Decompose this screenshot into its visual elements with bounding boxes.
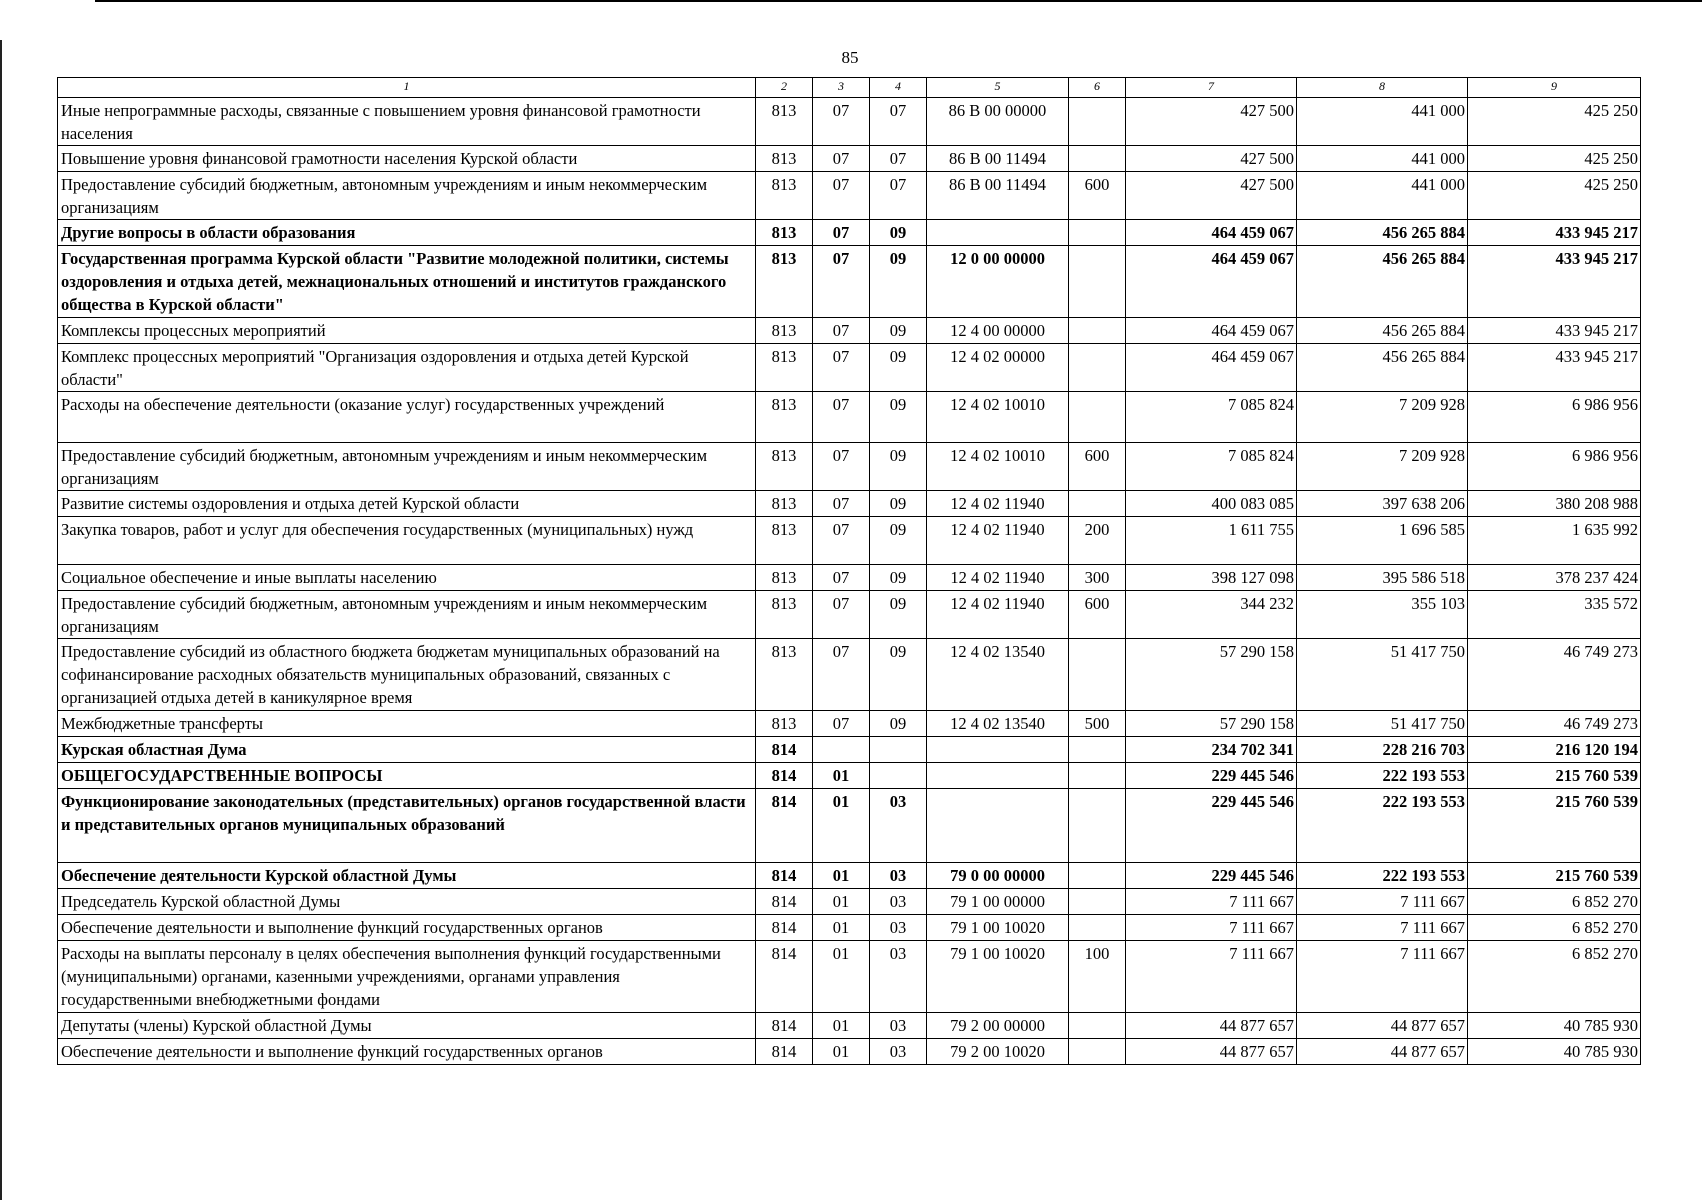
row-name-cell: Предоставление субсидий бюджетным, автономным учреждениям и иным некоммерческим организациям [58, 443, 756, 491]
subsection-code-cell: 03 [870, 863, 927, 889]
target-article-cell: 12 4 02 11940 [927, 491, 1069, 517]
target-article-cell: 12 4 02 00000 [927, 344, 1069, 392]
section-code-cell: 01 [813, 763, 870, 789]
amount-year1-cell: 7 111 667 [1126, 941, 1297, 1013]
admin-code-cell: 813 [756, 98, 813, 146]
target-article-cell: 12 4 02 11940 [927, 565, 1069, 591]
row-name-cell: Обеспечение деятельности и выполнение функций государственных органов [58, 1039, 756, 1065]
admin-code-cell: 814 [756, 889, 813, 915]
row-name-cell: Предоставление субсидий бюджетным, автономным учреждениям и иным некоммерческим организациям [58, 591, 756, 639]
admin-code-cell: 813 [756, 491, 813, 517]
target-article-cell [927, 763, 1069, 789]
table-row [58, 517, 1641, 565]
row-name-cell: ОБЩЕГОСУДАРСТВЕННЫЕ ВОПРОСЫ [58, 763, 756, 789]
section-code-cell: 07 [813, 172, 870, 220]
table-row [58, 863, 1641, 889]
amount-year1-cell: 7 085 824 [1126, 392, 1297, 443]
amount-year2-cell: 7 111 667 [1297, 889, 1468, 915]
amount-year2-cell: 222 193 553 [1297, 789, 1468, 863]
table-row [58, 763, 1641, 789]
amount-year2-cell: 228 216 703 [1297, 737, 1468, 763]
target-article-cell: 79 1 00 00000 [927, 889, 1069, 915]
expense-type-cell: 600 [1069, 443, 1126, 491]
table-row [58, 246, 1641, 318]
subsection-code-cell: 09 [870, 344, 927, 392]
admin-code-cell: 813 [756, 565, 813, 591]
amount-year2-cell: 7 111 667 [1297, 941, 1468, 1013]
expense-type-cell [1069, 491, 1126, 517]
subsection-code-cell: 09 [870, 591, 927, 639]
amount-year3-cell: 425 250 [1468, 146, 1641, 172]
subsection-code-cell: 09 [870, 318, 927, 344]
section-code-cell: 07 [813, 98, 870, 146]
scan-top-edge [95, 0, 1702, 2]
table-row [58, 889, 1641, 915]
subsection-code-cell: 09 [870, 220, 927, 246]
table-row [58, 344, 1641, 392]
amount-year2-cell: 1 696 585 [1297, 517, 1468, 565]
expense-type-cell [1069, 915, 1126, 941]
admin-code-cell: 813 [756, 246, 813, 318]
row-name-cell: Курская областная Дума [58, 737, 756, 763]
row-name-cell: Социальное обеспечение и иные выплаты населению [58, 565, 756, 591]
admin-code-cell: 814 [756, 737, 813, 763]
admin-code-cell: 813 [756, 639, 813, 711]
admin-code-cell: 814 [756, 1039, 813, 1065]
amount-year3-cell: 215 760 539 [1468, 789, 1641, 863]
section-code-cell: 07 [813, 392, 870, 443]
admin-code-cell: 813 [756, 318, 813, 344]
subsection-code-cell: 09 [870, 443, 927, 491]
amount-year3-cell: 40 785 930 [1468, 1039, 1641, 1065]
subsection-code-cell: 03 [870, 915, 927, 941]
admin-code-cell: 813 [756, 392, 813, 443]
target-article-cell [927, 737, 1069, 763]
amount-year1-cell: 1 611 755 [1126, 517, 1297, 565]
amount-year3-cell: 433 945 217 [1468, 344, 1641, 392]
column-header-9: 9 [1468, 78, 1641, 98]
column-header-8: 8 [1297, 78, 1468, 98]
amount-year3-cell: 216 120 194 [1468, 737, 1641, 763]
expense-type-cell [1069, 789, 1126, 863]
target-article-cell: 79 1 00 10020 [927, 941, 1069, 1013]
expense-type-cell: 600 [1069, 172, 1126, 220]
amount-year2-cell: 441 000 [1297, 146, 1468, 172]
amount-year2-cell: 395 586 518 [1297, 565, 1468, 591]
admin-code-cell: 813 [756, 172, 813, 220]
row-name-cell: Межбюджетные трансферты [58, 711, 756, 737]
admin-code-cell: 814 [756, 915, 813, 941]
target-article-cell: 79 2 00 00000 [927, 1013, 1069, 1039]
amount-year1-cell: 464 459 067 [1126, 344, 1297, 392]
amount-year1-cell: 229 445 546 [1126, 789, 1297, 863]
table-row [58, 1013, 1641, 1039]
section-code-cell: 07 [813, 517, 870, 565]
amount-year3-cell: 6 852 270 [1468, 941, 1641, 1013]
column-header-7: 7 [1126, 78, 1297, 98]
column-number-row [58, 78, 1641, 98]
expense-type-cell [1069, 889, 1126, 915]
section-code-cell: 01 [813, 863, 870, 889]
target-article-cell: 12 4 02 10010 [927, 392, 1069, 443]
table-row [58, 1039, 1641, 1065]
amount-year2-cell: 441 000 [1297, 98, 1468, 146]
section-code-cell: 01 [813, 789, 870, 863]
expense-type-cell [1069, 737, 1126, 763]
expense-type-cell [1069, 98, 1126, 146]
amount-year1-cell: 7 085 824 [1126, 443, 1297, 491]
row-name-cell: Расходы на выплаты персоналу в целях обеспечения выполнения функций государственными (муниципальными) органами, казенными учреждениями, органами управления государственными внебюджетными фондами [58, 941, 756, 1013]
target-article-cell: 79 2 00 10020 [927, 1039, 1069, 1065]
table-row [58, 318, 1641, 344]
expense-type-cell [1069, 763, 1126, 789]
amount-year3-cell: 40 785 930 [1468, 1013, 1641, 1039]
amount-year3-cell: 378 237 424 [1468, 565, 1641, 591]
amount-year1-cell: 344 232 [1126, 591, 1297, 639]
section-code-cell: 01 [813, 889, 870, 915]
expense-type-cell [1069, 344, 1126, 392]
amount-year1-cell: 57 290 158 [1126, 711, 1297, 737]
section-code-cell: 07 [813, 491, 870, 517]
expense-type-cell [1069, 1039, 1126, 1065]
table-row [58, 941, 1641, 1013]
amount-year3-cell: 425 250 [1468, 98, 1641, 146]
target-article-cell: 79 0 00 00000 [927, 863, 1069, 889]
expense-type-cell [1069, 318, 1126, 344]
table-row [58, 565, 1641, 591]
table-row [58, 392, 1641, 443]
section-code-cell: 07 [813, 565, 870, 591]
amount-year2-cell: 7 209 928 [1297, 392, 1468, 443]
target-article-cell: 86 В 00 11494 [927, 146, 1069, 172]
admin-code-cell: 814 [756, 763, 813, 789]
row-name-cell: Государственная программа Курской области "Развитие молодежной политики, системы оздоровления и отдыха детей, межнациональных отношений и институтов гражданского общества в Курской области" [58, 246, 756, 318]
table-row [58, 737, 1641, 763]
amount-year2-cell: 222 193 553 [1297, 863, 1468, 889]
amount-year2-cell: 44 877 657 [1297, 1013, 1468, 1039]
subsection-code-cell: 07 [870, 172, 927, 220]
row-name-cell: Функционирование законодательных (представительных) органов государственной власти и представительных органов муниципальных образований [58, 789, 756, 863]
amount-year3-cell: 46 749 273 [1468, 711, 1641, 737]
amount-year2-cell: 222 193 553 [1297, 763, 1468, 789]
section-code-cell: 07 [813, 344, 870, 392]
amount-year3-cell: 6 986 956 [1468, 443, 1641, 491]
row-name-cell: Иные непрограммные расходы, связанные с повышением уровня финансовой грамотности населения [58, 98, 756, 146]
amount-year3-cell: 6 986 956 [1468, 392, 1641, 443]
table-row [58, 98, 1641, 146]
amount-year2-cell: 456 265 884 [1297, 318, 1468, 344]
admin-code-cell: 814 [756, 941, 813, 1013]
section-code-cell: 07 [813, 220, 870, 246]
amount-year3-cell: 433 945 217 [1468, 246, 1641, 318]
subsection-code-cell [870, 737, 927, 763]
row-name-cell: Развитие системы оздоровления и отдыха детей Курской области [58, 491, 756, 517]
target-article-cell [927, 220, 1069, 246]
column-header-2: 2 [756, 78, 813, 98]
target-article-cell: 12 0 00 00000 [927, 246, 1069, 318]
amount-year3-cell: 215 760 539 [1468, 863, 1641, 889]
target-article-cell: 12 4 02 11940 [927, 591, 1069, 639]
section-code-cell: 07 [813, 246, 870, 318]
amount-year2-cell: 7 111 667 [1297, 915, 1468, 941]
expense-type-cell: 500 [1069, 711, 1126, 737]
target-article-cell: 12 4 00 00000 [927, 318, 1069, 344]
section-code-cell: 07 [813, 711, 870, 737]
subsection-code-cell: 03 [870, 941, 927, 1013]
table-row [58, 789, 1641, 863]
table-row [58, 172, 1641, 220]
row-name-cell: Председатель Курской областной Думы [58, 889, 756, 915]
budget-table [57, 77, 1641, 1065]
amount-year1-cell: 427 500 [1126, 146, 1297, 172]
amount-year1-cell: 464 459 067 [1126, 318, 1297, 344]
amount-year2-cell: 456 265 884 [1297, 344, 1468, 392]
row-name-cell: Предоставление субсидий бюджетным, автономным учреждениям и иным некоммерческим организациям [58, 172, 756, 220]
expense-type-cell [1069, 863, 1126, 889]
section-code-cell [813, 737, 870, 763]
amount-year1-cell: 57 290 158 [1126, 639, 1297, 711]
section-code-cell: 01 [813, 1013, 870, 1039]
subsection-code-cell: 09 [870, 517, 927, 565]
subsection-code-cell: 09 [870, 639, 927, 711]
admin-code-cell: 814 [756, 789, 813, 863]
amount-year2-cell: 456 265 884 [1297, 220, 1468, 246]
section-code-cell: 07 [813, 591, 870, 639]
amount-year2-cell: 441 000 [1297, 172, 1468, 220]
amount-year1-cell: 7 111 667 [1126, 915, 1297, 941]
amount-year1-cell: 7 111 667 [1126, 889, 1297, 915]
amount-year1-cell: 464 459 067 [1126, 246, 1297, 318]
table-row [58, 146, 1641, 172]
subsection-code-cell: 09 [870, 491, 927, 517]
column-header-3: 3 [813, 78, 870, 98]
subsection-code-cell: 03 [870, 889, 927, 915]
row-name-cell: Обеспечение деятельности и выполнение функций государственных органов [58, 915, 756, 941]
column-header-5: 5 [927, 78, 1069, 98]
admin-code-cell: 814 [756, 1013, 813, 1039]
section-code-cell: 07 [813, 639, 870, 711]
amount-year2-cell: 51 417 750 [1297, 711, 1468, 737]
expense-type-cell [1069, 639, 1126, 711]
amount-year1-cell: 44 877 657 [1126, 1013, 1297, 1039]
amount-year1-cell: 400 083 085 [1126, 491, 1297, 517]
target-article-cell: 12 4 02 13540 [927, 639, 1069, 711]
amount-year2-cell: 355 103 [1297, 591, 1468, 639]
target-article-cell: 12 4 02 10010 [927, 443, 1069, 491]
amount-year3-cell: 433 945 217 [1468, 318, 1641, 344]
target-article-cell: 12 4 02 11940 [927, 517, 1069, 565]
target-article-cell [927, 789, 1069, 863]
scan-left-edge [0, 40, 2, 1200]
table-row [58, 443, 1641, 491]
admin-code-cell: 813 [756, 344, 813, 392]
amount-year1-cell: 427 500 [1126, 98, 1297, 146]
amount-year3-cell: 425 250 [1468, 172, 1641, 220]
admin-code-cell: 814 [756, 863, 813, 889]
admin-code-cell: 813 [756, 591, 813, 639]
amount-year1-cell: 427 500 [1126, 172, 1297, 220]
admin-code-cell: 813 [756, 220, 813, 246]
section-code-cell: 01 [813, 941, 870, 1013]
expense-type-cell [1069, 220, 1126, 246]
admin-code-cell: 813 [756, 711, 813, 737]
target-article-cell: 79 1 00 10020 [927, 915, 1069, 941]
expense-type-cell: 200 [1069, 517, 1126, 565]
table-row [58, 591, 1641, 639]
amount-year1-cell: 44 877 657 [1126, 1039, 1297, 1065]
table-body [58, 78, 1641, 1065]
row-name-cell: Комплексы процессных мероприятий [58, 318, 756, 344]
amount-year3-cell: 6 852 270 [1468, 889, 1641, 915]
subsection-code-cell: 07 [870, 98, 927, 146]
subsection-code-cell: 07 [870, 146, 927, 172]
target-article-cell: 86 В 00 00000 [927, 98, 1069, 146]
amount-year2-cell: 7 209 928 [1297, 443, 1468, 491]
subsection-code-cell: 09 [870, 565, 927, 591]
subsection-code-cell: 03 [870, 1039, 927, 1065]
amount-year1-cell: 229 445 546 [1126, 863, 1297, 889]
amount-year1-cell: 229 445 546 [1126, 763, 1297, 789]
column-header-4: 4 [870, 78, 927, 98]
section-code-cell: 07 [813, 146, 870, 172]
amount-year3-cell: 6 852 270 [1468, 915, 1641, 941]
expense-type-cell [1069, 246, 1126, 318]
subsection-code-cell: 09 [870, 392, 927, 443]
expense-type-cell: 300 [1069, 565, 1126, 591]
admin-code-cell: 813 [756, 146, 813, 172]
column-header-1: 1 [58, 78, 756, 98]
admin-code-cell: 813 [756, 443, 813, 491]
amount-year2-cell: 456 265 884 [1297, 246, 1468, 318]
expense-type-cell [1069, 392, 1126, 443]
subsection-code-cell: 09 [870, 711, 927, 737]
amount-year1-cell: 398 127 098 [1126, 565, 1297, 591]
amount-year3-cell: 380 208 988 [1468, 491, 1641, 517]
amount-year2-cell: 51 417 750 [1297, 639, 1468, 711]
subsection-code-cell: 03 [870, 789, 927, 863]
table-row [58, 491, 1641, 517]
section-code-cell: 01 [813, 915, 870, 941]
amount-year1-cell: 234 702 341 [1126, 737, 1297, 763]
table-row [58, 220, 1641, 246]
row-name-cell: Обеспечение деятельности Курской областной Думы [58, 863, 756, 889]
amount-year3-cell: 433 945 217 [1468, 220, 1641, 246]
amount-year3-cell: 335 572 [1468, 591, 1641, 639]
amount-year2-cell: 397 638 206 [1297, 491, 1468, 517]
target-article-cell: 86 В 00 11494 [927, 172, 1069, 220]
row-name-cell: Повышение уровня финансовой грамотности населения Курской области [58, 146, 756, 172]
row-name-cell: Депутаты (члены) Курской областной Думы [58, 1013, 756, 1039]
admin-code-cell: 813 [756, 517, 813, 565]
page-number: 85 [841, 48, 859, 67]
amount-year1-cell: 464 459 067 [1126, 220, 1297, 246]
row-name-cell: Закупка товаров, работ и услуг для обеспечения государственных (муниципальных) нужд [58, 517, 756, 565]
row-name-cell: Другие вопросы в области образования [58, 220, 756, 246]
section-code-cell: 07 [813, 443, 870, 491]
row-name-cell: Комплекс процессных мероприятий "Организация оздоровления и отдыха детей Курской области" [58, 344, 756, 392]
target-article-cell: 12 4 02 13540 [927, 711, 1069, 737]
table-row [58, 711, 1641, 737]
expense-type-cell [1069, 146, 1126, 172]
table-row [58, 639, 1641, 711]
section-code-cell: 07 [813, 318, 870, 344]
expense-type-cell: 100 [1069, 941, 1126, 1013]
subsection-code-cell: 09 [870, 246, 927, 318]
table-row [58, 915, 1641, 941]
amount-year3-cell: 46 749 273 [1468, 639, 1641, 711]
column-header-6: 6 [1069, 78, 1126, 98]
amount-year2-cell: 44 877 657 [1297, 1039, 1468, 1065]
subsection-code-cell: 03 [870, 1013, 927, 1039]
amount-year3-cell: 215 760 539 [1468, 763, 1641, 789]
subsection-code-cell [870, 763, 927, 789]
row-name-cell: Предоставление субсидий из областного бюджета бюджетам муниципальных образований на софинансирование расходных обязательств муниципальных образований, связанных с организацией отдыха детей в каникулярное время [58, 639, 756, 711]
amount-year3-cell: 1 635 992 [1468, 517, 1641, 565]
expense-type-cell [1069, 1013, 1126, 1039]
row-name-cell: Расходы на обеспечение деятельности (оказание услуг) государственных учреждений [58, 392, 756, 443]
section-code-cell: 01 [813, 1039, 870, 1065]
expense-type-cell: 600 [1069, 591, 1126, 639]
